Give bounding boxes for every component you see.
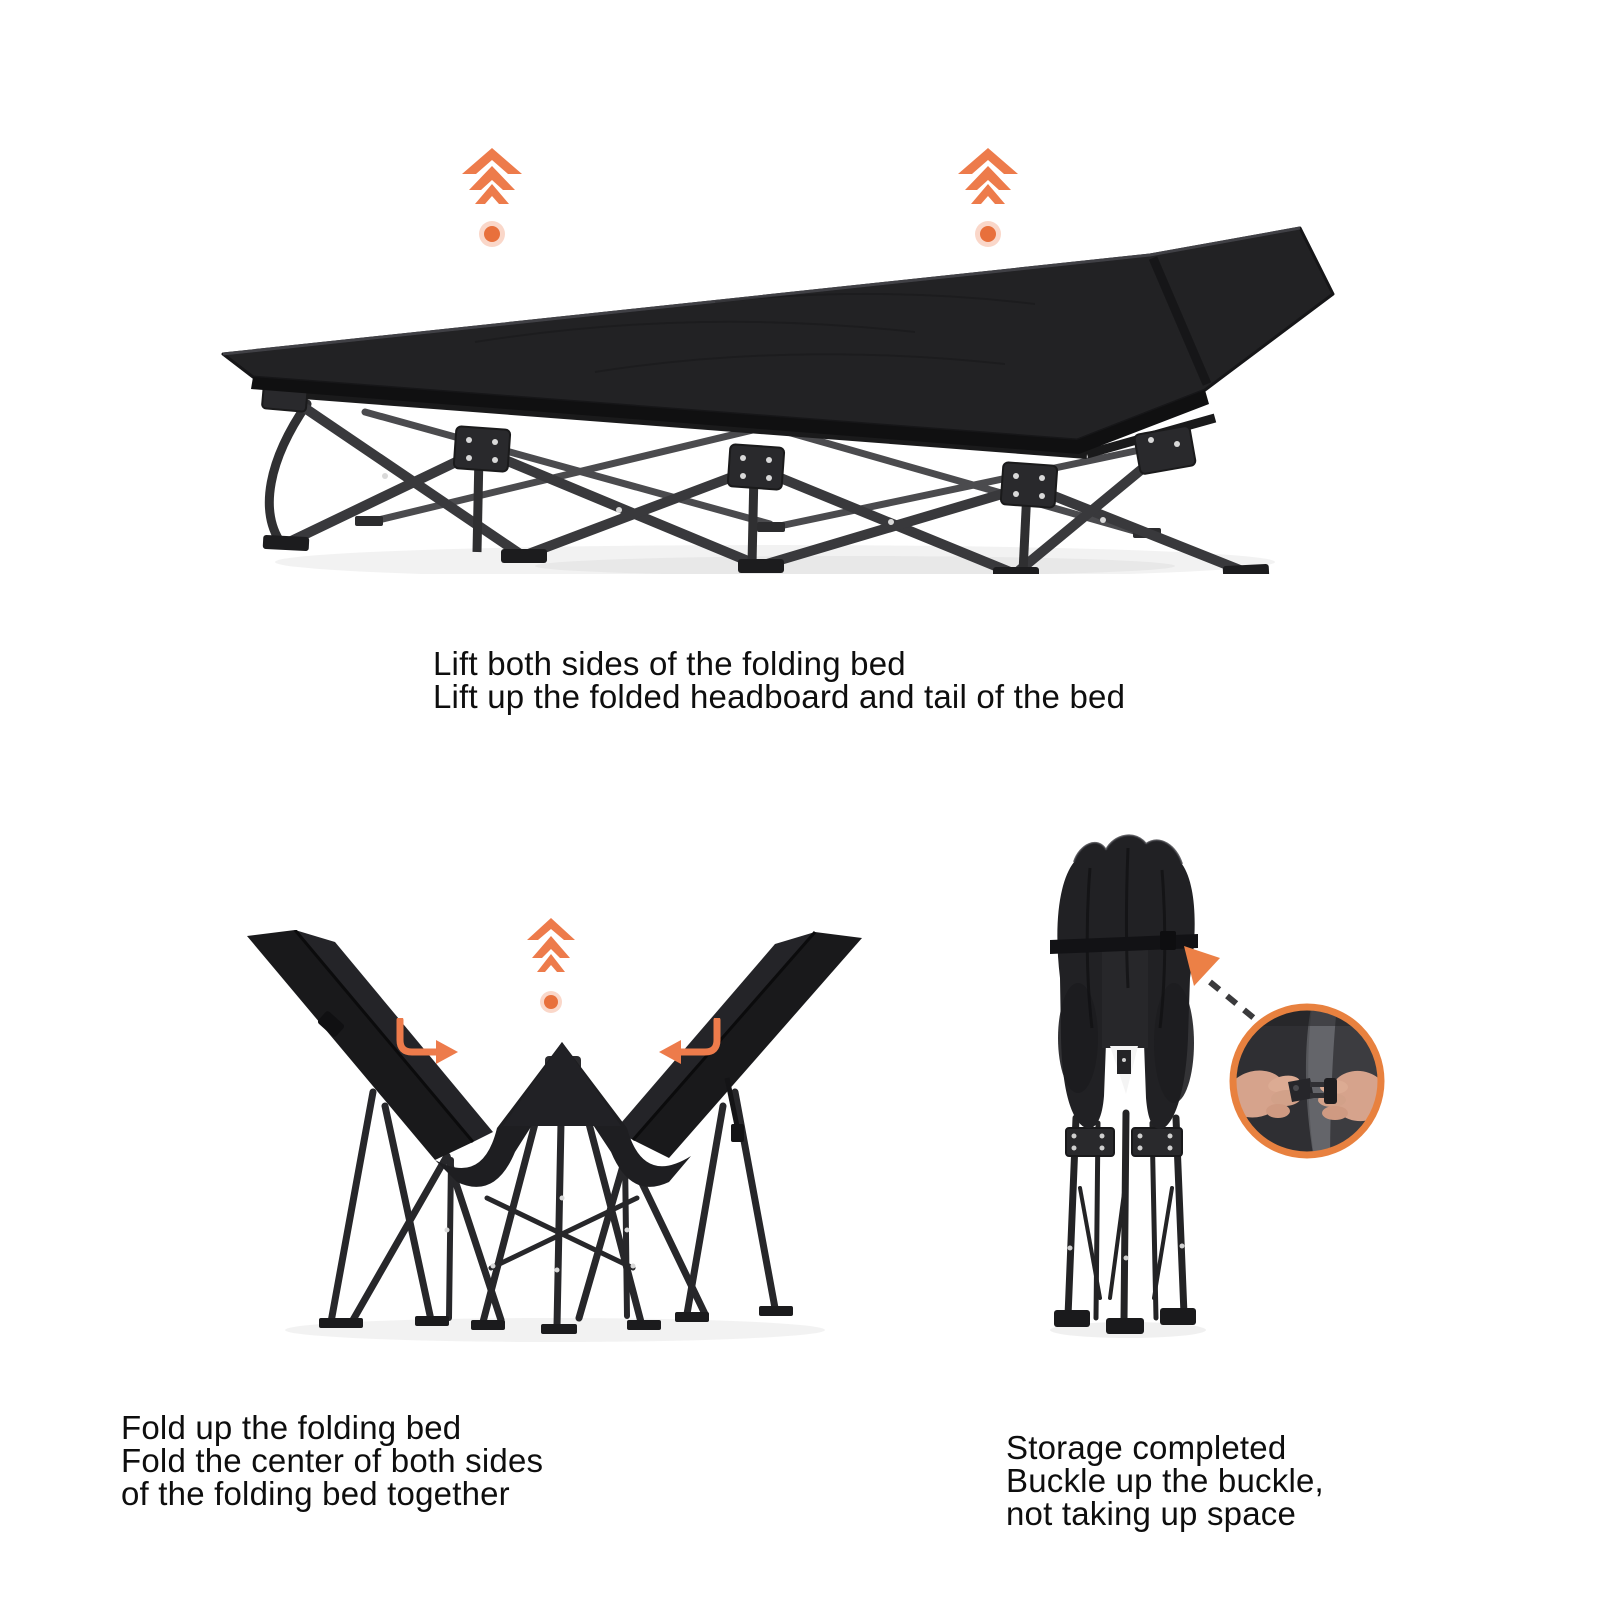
lift-up-arrow-icon <box>521 908 581 1016</box>
caption-line: not taking up space <box>1006 1495 1297 1532</box>
buckle-closeup-inset <box>1226 1000 1388 1162</box>
folded-bed-bundle-illustration <box>1040 828 1210 1340</box>
step2-caption <box>121 1411 543 1510</box>
caption-line: Lift both sides of the folding bed <box>433 645 906 682</box>
caption-line: Buckle up the buckle, <box>1006 1462 1324 1499</box>
dot <box>544 995 558 1009</box>
fold-inward-right-arrow-icon <box>392 1018 472 1070</box>
caption-line: of the folding bed together <box>121 1475 510 1512</box>
caption-line: Lift up the folded headboard and tail of the bed <box>433 678 1126 715</box>
caption-line: Fold the center of both sides <box>121 1442 544 1479</box>
step1-caption <box>433 647 1125 713</box>
unfolded-folding-bed-illustration <box>215 222 1340 574</box>
fold-inward-left-arrow-icon <box>645 1018 725 1070</box>
caption-line: Storage completed <box>1006 1429 1287 1466</box>
step3-caption <box>1006 1431 1324 1530</box>
buckle-photo <box>1226 1000 1388 1162</box>
caption-line: Fold up the folding bed <box>121 1409 462 1446</box>
